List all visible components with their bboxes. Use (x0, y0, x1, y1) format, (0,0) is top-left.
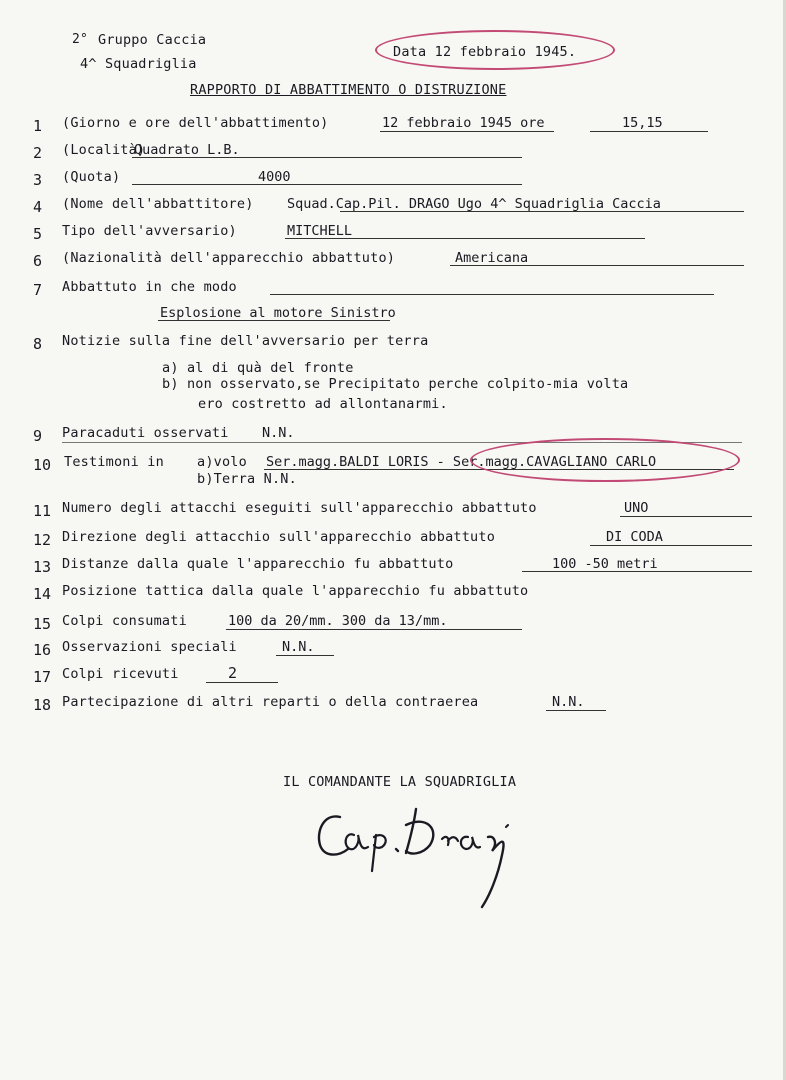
field-sub-a: a)volo (197, 454, 247, 470)
field-number: 15 (33, 615, 52, 633)
signatory-title: IL COMANDANTE LA SQUADRIGLIA (283, 774, 517, 790)
field-label: Osservazioni speciali (62, 639, 237, 655)
field-sub-b: b)Terra N.N. (197, 471, 297, 487)
field-value: 100 da 20/mm. 300 da 13/mm. (228, 613, 448, 629)
field-number: 16 (33, 641, 52, 659)
field-value: Americana (455, 250, 529, 266)
field-label: Notizie sulla fine dell'avversario per terra (62, 333, 429, 349)
field-value: Esplosione al motore Sinistro (160, 305, 396, 321)
field-label: Tipo dell'avversario) (62, 223, 237, 239)
field-value: MITCHELL (287, 223, 353, 239)
report-title: RAPPORTO DI ABBATTIMENTO O DISTRUZIONE (190, 82, 507, 98)
field-value: DI CODA (606, 529, 663, 545)
field-label: Paracaduti osservati (62, 425, 229, 441)
field-number: 11 (33, 502, 52, 520)
field-label: Colpi ricevuti (62, 666, 179, 682)
field-number: 12 (33, 531, 52, 549)
field-number: 4 (33, 198, 43, 216)
field-label: (Località) (62, 142, 146, 158)
field-number: 18 (33, 696, 52, 714)
field-value: 2 (228, 664, 238, 682)
field-label: Colpi consumati (62, 613, 187, 629)
field-number: 3 (33, 171, 43, 189)
group-prefix: 2° (72, 32, 89, 47)
field-label: (Quota) (62, 169, 121, 185)
field-value: Ser.magg.BALDI LORIS - Ser.magg.CAVAGLIANO CARLO (266, 454, 657, 470)
field-sub-b: b) non osservato,se Precipitato perche colpito-mia volta (162, 376, 629, 392)
field-value: 100 -50 metri (552, 556, 658, 572)
date-annotation-circle (375, 30, 615, 70)
field-label: (Giorno e ore dell'abbattimento) (62, 115, 329, 131)
field-label: Posizione tattica dalla quale l'apparecchio fu abbattuto (62, 583, 529, 599)
squadron-name: 4^ Squadriglia (80, 56, 197, 72)
field-label: Direzione degli attacchio sull'apparecchio abbattuto (62, 529, 496, 545)
field-number: 17 (33, 668, 52, 686)
field-value: N.N. (552, 694, 585, 710)
witness-annotation-circle (470, 438, 740, 482)
group-name: Gruppo Caccia (98, 32, 207, 48)
field-value: 12 febbraio 1945 ore (382, 115, 545, 131)
field-number: 6 (33, 252, 43, 270)
field-sub-b-continued: ero costretto ad allontanarmi. (198, 396, 448, 412)
field-value-time: 15,15 (622, 115, 663, 131)
field-value: UNO (624, 500, 649, 516)
field-label: Partecipazione di altri reparti o della contraerea (62, 694, 479, 710)
field-label: Testimoni in (64, 454, 164, 470)
field-label: Distanze dalla quale l'apparecchio fu abbattuto (62, 556, 454, 572)
field-label: (Nazionalità dell'apparecchio abbattuto) (62, 250, 396, 266)
field-number: 5 (33, 225, 43, 243)
signature (310, 795, 530, 915)
field-value: 4000 (258, 169, 291, 185)
field-value: Quadrato L.B. (134, 142, 240, 158)
field-number: 13 (33, 558, 52, 576)
field-number: 10 (33, 456, 52, 474)
field-number: 8 (33, 335, 43, 353)
field-number: 14 (33, 585, 52, 603)
field-label: Numero degli attacchi eseguiti sull'apparecchio abbattuto (62, 500, 537, 516)
field-label: (Nome dell'abbattitore) (62, 196, 254, 212)
field-number: 7 (33, 281, 43, 299)
field-number: 2 (33, 144, 43, 162)
field-label: Abbattuto in che modo (62, 279, 237, 295)
field-number: 9 (33, 427, 43, 445)
field-number: 1 (33, 117, 43, 135)
field-sub-a: a) al di quà del fronte (162, 360, 354, 376)
report-date: Data 12 febbraio 1945. (393, 44, 577, 60)
field-value: Squad.Cap.Pil. DRAGO Ugo 4^ Squadriglia Caccia (287, 196, 661, 212)
field-value: N.N. (282, 639, 315, 655)
field-value: N.N. (262, 425, 295, 441)
